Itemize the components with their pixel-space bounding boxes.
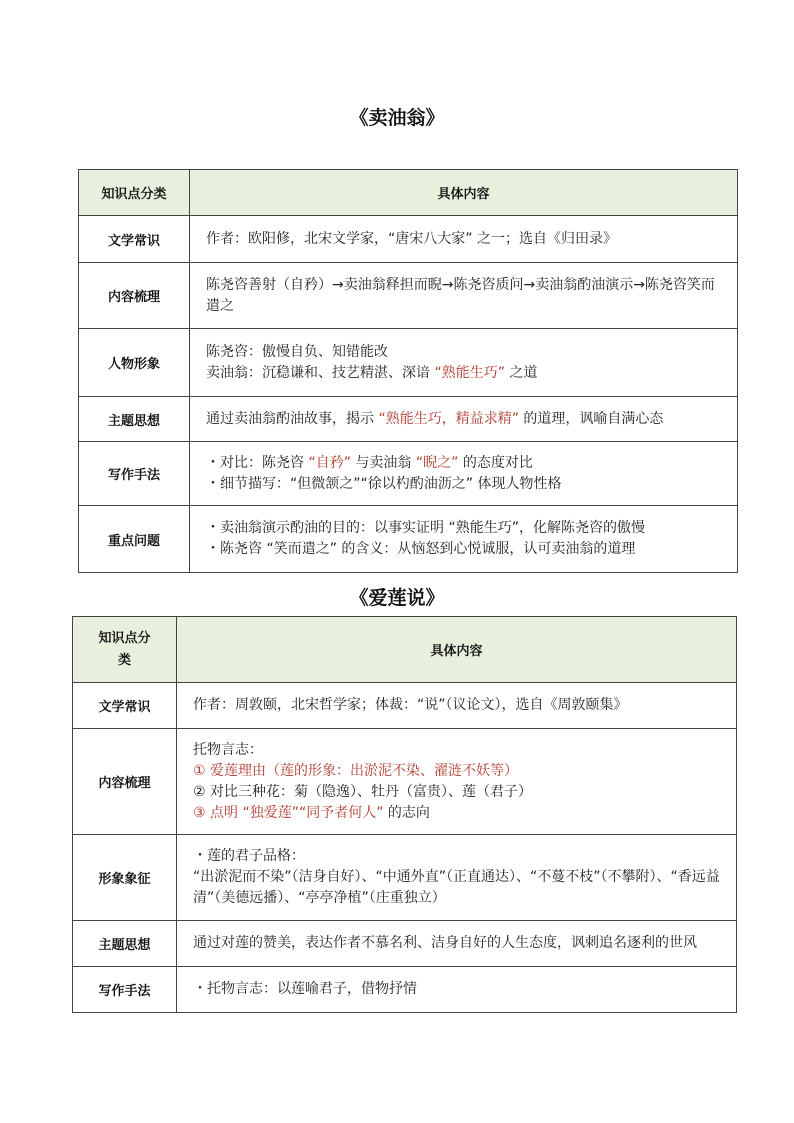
content-text: 通过对莲的赞美，表达作者不慕名利、洁身自好的人生态度，讽刺追名逐利的世风 <box>193 935 697 951</box>
text-span: 的志向 <box>383 804 430 821</box>
content-text <box>193 803 726 824</box>
highlight-text: “熟能生巧，精益求精” <box>378 410 519 427</box>
row-label-plot: 内容梳理 <box>79 263 190 329</box>
header-content: 具体内容 <box>190 170 738 216</box>
table-row <box>79 506 738 573</box>
highlight-text: ① 爱莲理由（莲的形象：出淤泥不染、濯涟不妖等） <box>193 762 518 779</box>
text-span: 的态度对比 <box>458 454 533 471</box>
row-label-technique: 写作手法 <box>79 442 190 506</box>
doc1-table <box>78 169 738 573</box>
row-content-character <box>190 329 738 397</box>
content-text: 作者：欧阳修，北宋文学家，“唐宋八大家” 之一；选自《归田录》 <box>206 230 617 247</box>
row-label-literary: 文学常识 <box>79 216 190 263</box>
table-row <box>79 397 738 442</box>
table-row <box>73 729 737 835</box>
header-category-text: 知识点分类 <box>98 630 151 668</box>
header-category <box>73 617 177 683</box>
doc2-title: 《爱莲说》 <box>349 587 445 609</box>
table-row <box>79 442 738 506</box>
content-text: ・托物言志：以莲喻君子，借物抒情 <box>193 981 417 997</box>
text-span: 的道理，讽喻自满心态 <box>518 410 664 427</box>
row-label-technique: 写作手法 <box>73 967 177 1013</box>
highlight-text: ③ 点明 <box>193 804 243 821</box>
row-label-theme: 主题思想 <box>73 921 177 967</box>
row-content-literary <box>190 216 738 263</box>
header-content: 具体内容 <box>177 617 737 683</box>
content-text: ・陈尧咨 “笑而遣之” 的含义：从恼怒到心悦诚服，认可卖油翁的道理 <box>206 541 636 557</box>
table-row <box>73 967 737 1013</box>
table-row <box>73 835 737 921</box>
row-content-technique <box>177 967 737 1013</box>
highlight-text: “睨之” <box>415 454 459 471</box>
highlight-text: “自矜” <box>308 454 351 471</box>
doc1-title: 《卖油翁》 <box>349 107 445 129</box>
doc2-table <box>72 616 737 1013</box>
content-text: ② 对比三种花：菊（隐逸）、牡丹（富贵）、莲（君子） <box>193 783 532 800</box>
content-text: ・卖油翁演示酌油的目的：以事实证明 “熟能生巧”，化解陈尧咨的傲慢 <box>206 520 645 536</box>
table-row <box>79 216 738 263</box>
row-content-literary <box>177 683 737 729</box>
row-content-theme <box>190 397 738 442</box>
content-text <box>206 409 727 430</box>
text-span: ・对比：陈尧咨 <box>206 454 309 471</box>
content-text <box>206 363 727 384</box>
content-text: 作者：周敦颐，北宋哲学家；体裁：“说”（议论文），选自《周敦颐集》 <box>193 697 628 713</box>
table-row <box>79 329 738 397</box>
header-category: 知识点分类 <box>79 170 190 216</box>
table-row <box>73 921 737 967</box>
content-text <box>206 453 727 474</box>
table-header-row <box>73 617 737 683</box>
content-text: ・莲的君子品格： <box>193 848 305 864</box>
row-content-plot <box>177 729 737 835</box>
content-text: 托物言志： <box>193 741 263 758</box>
row-content-technique <box>190 442 738 506</box>
row-label-key: 重点问题 <box>79 506 190 573</box>
row-label-plot: 内容梳理 <box>73 729 177 835</box>
row-content-theme <box>177 921 737 967</box>
content-text: ・细节描写：“但微颔之”“徐以杓酌油沥之” 体现人物性格 <box>206 475 562 492</box>
table-header-row <box>79 170 738 216</box>
text-span: 与卖油翁 <box>350 454 416 471</box>
row-content-plot <box>190 263 738 329</box>
row-label-image: 形象象征 <box>73 835 177 921</box>
row-label-character: 人物形象 <box>79 329 190 397</box>
content-text: 陈尧咨善射（自矜）→卖油翁释担而睨→陈尧咨质问→卖油翁酌油演示→陈尧咨笑而遣之 <box>206 276 715 314</box>
highlight-text: “独爱莲”“同予者何人” <box>242 804 384 821</box>
row-content-image <box>177 835 737 921</box>
content-text: “出淤泥而不染”（洁身自好）、“中通外直”（正直通达）、“不蔓不枝”（不攀附）、“香远益清”（美德远播）、“亭亭净植”（庄重独立） <box>193 869 720 906</box>
text-span: 卖油翁：沉稳谦和、技艺精湛、深谙 <box>206 364 435 381</box>
highlight-text: “熟能生巧” <box>434 364 505 381</box>
text-span: 通过卖油翁酌油故事，揭示 <box>206 410 379 427</box>
row-label-theme: 主题思想 <box>79 397 190 442</box>
text-span: 之道 <box>504 364 538 381</box>
table-row <box>73 683 737 729</box>
content-text: 陈尧咨：傲慢自负、知错能改 <box>206 343 388 360</box>
table-row <box>79 263 738 329</box>
row-label-literary: 文学常识 <box>73 683 177 729</box>
row-content-key <box>190 506 738 573</box>
